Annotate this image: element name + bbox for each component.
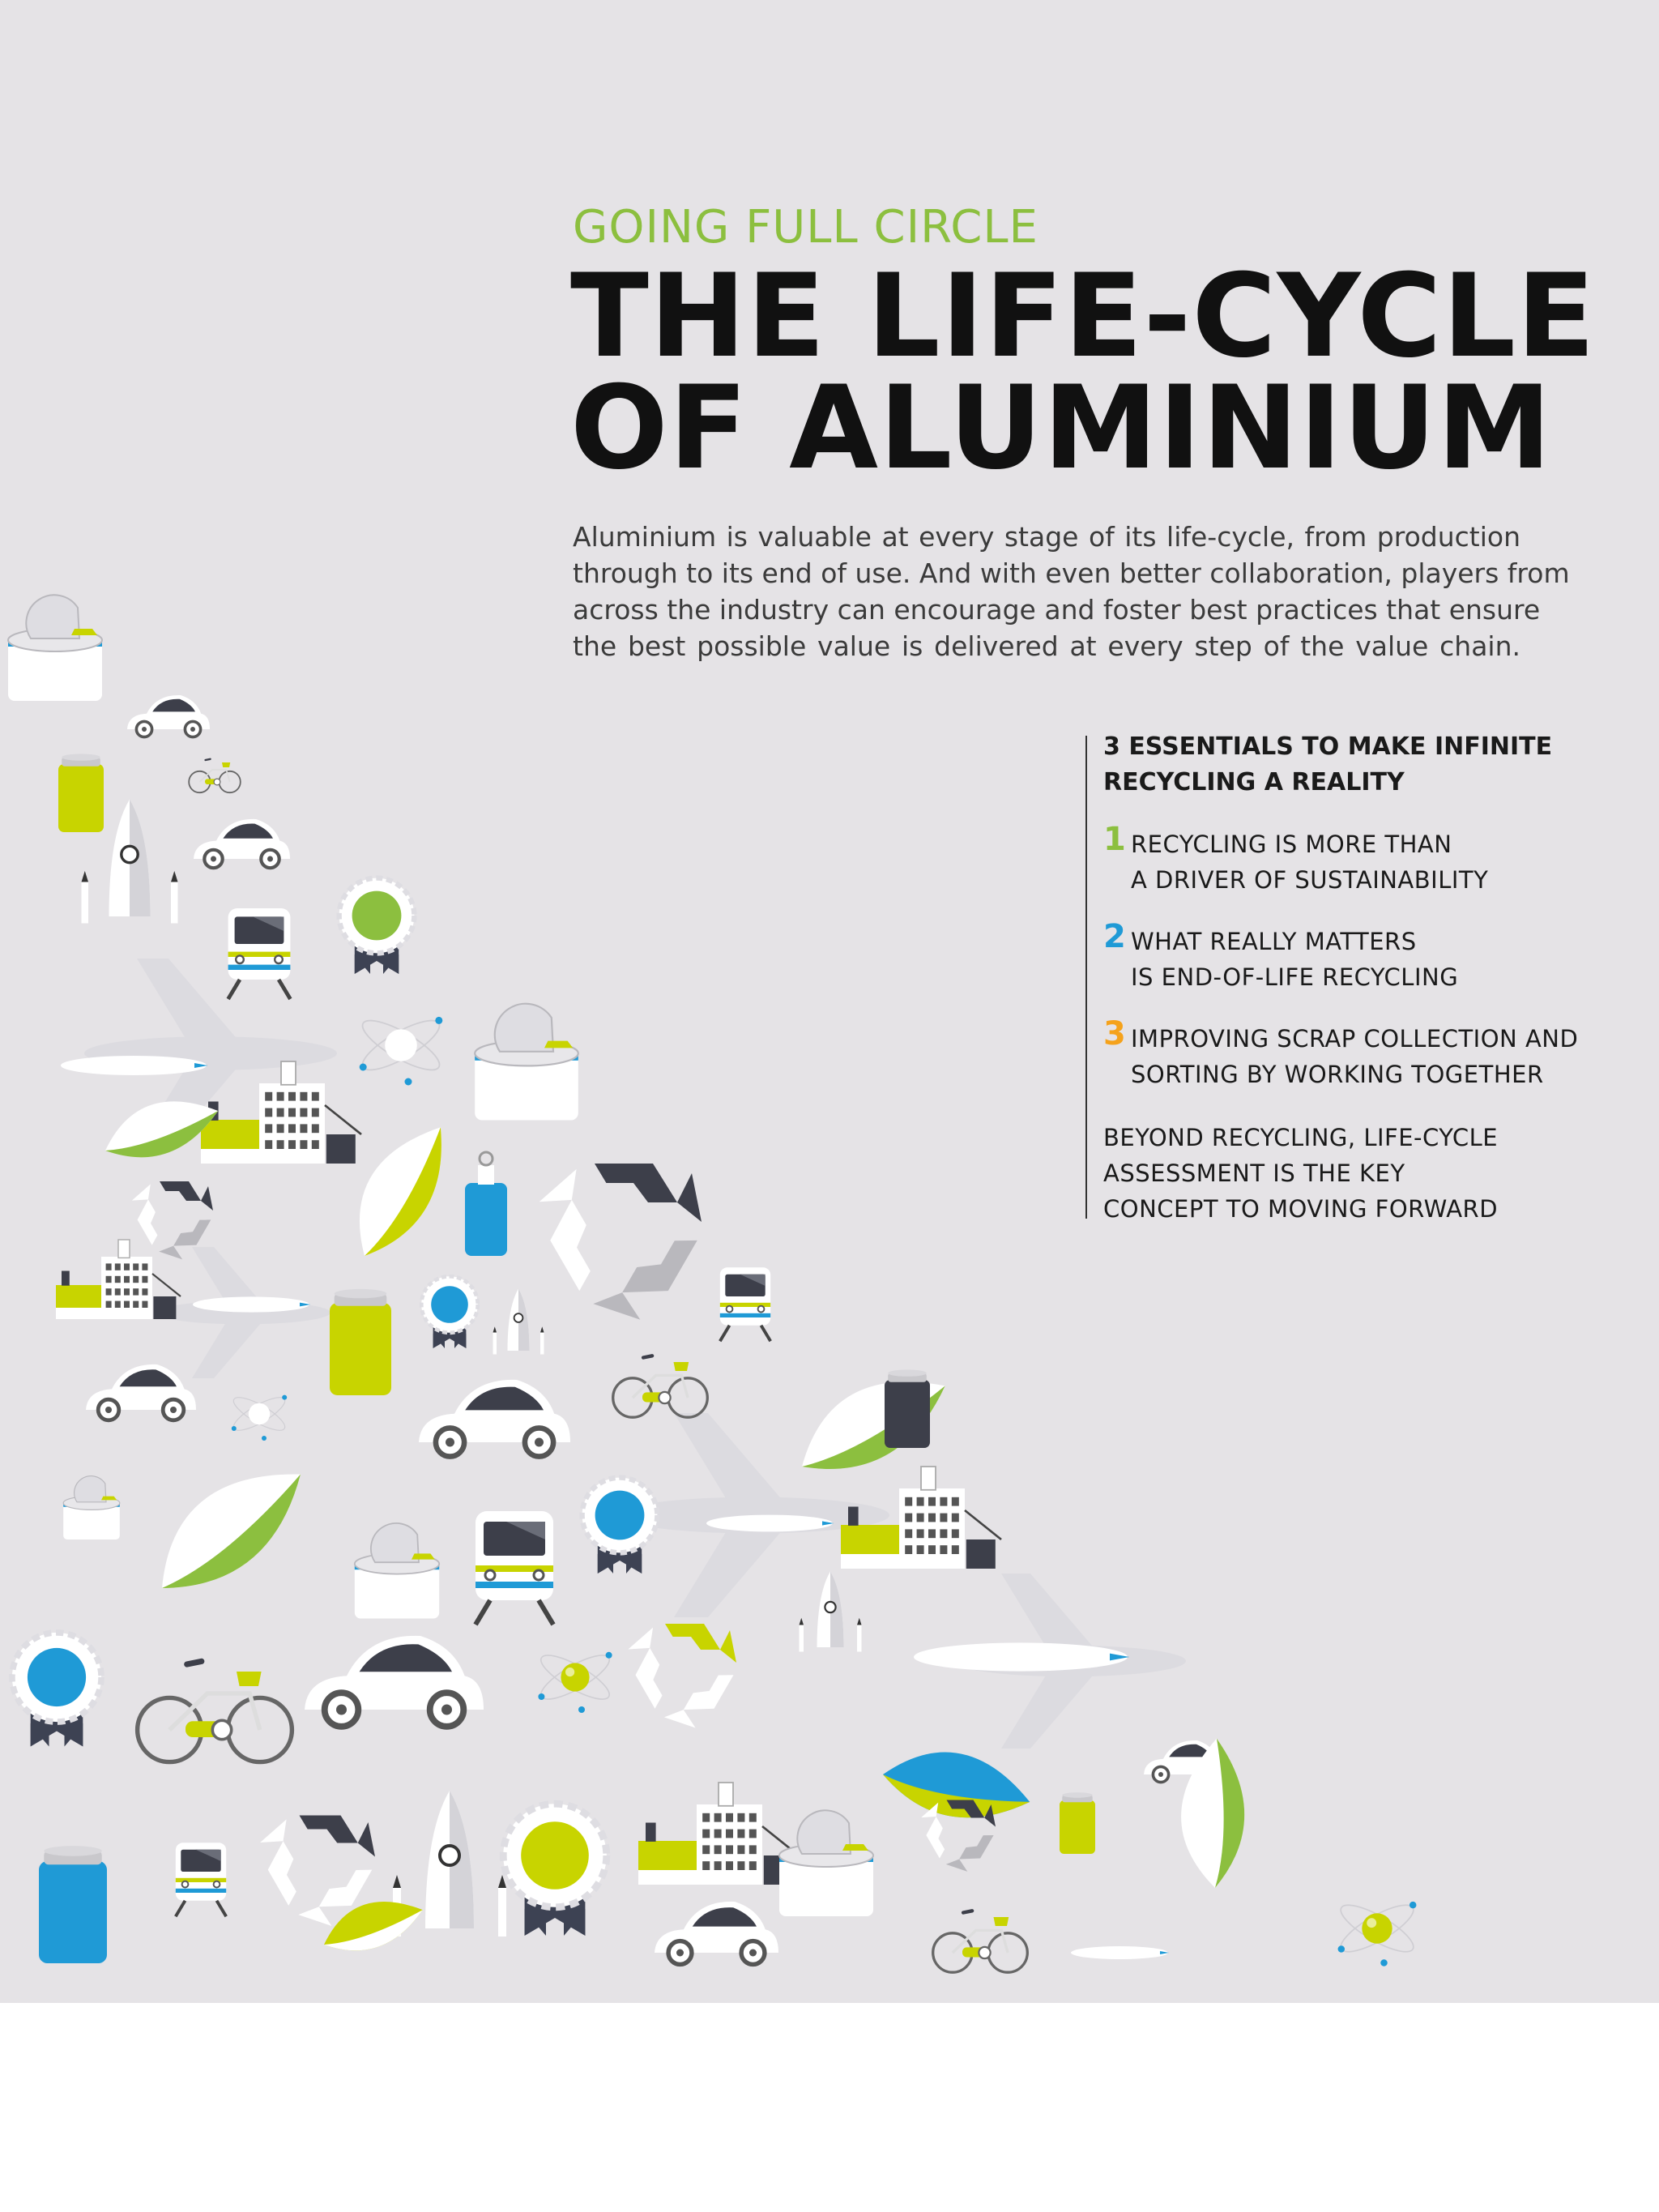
leaf-icon (344, 1127, 460, 1256)
essential-text-line: A DRIVER OF SUSTAINABILITY (1131, 866, 1489, 894)
title-line-2: OF ALUMINIUM (570, 361, 1553, 495)
award-badge-icon (12, 1633, 101, 1747)
leaf-icon (161, 1454, 301, 1608)
closing-line: CONCEPT TO MOVING FORWARD (1103, 1195, 1499, 1223)
tram-icon (720, 1267, 770, 1341)
essential-text-line: SORTING BY WORKING TOGETHER (1131, 1061, 1544, 1088)
bottle-icon (465, 1152, 507, 1256)
essentials-heading-line-2: RECYCLING A REALITY (1103, 768, 1405, 796)
airplane-icon (156, 1247, 331, 1378)
soda-can-icon (330, 1289, 391, 1395)
bicycle-icon (613, 1356, 708, 1417)
car-icon (305, 1636, 484, 1727)
soda-can-icon (1060, 1792, 1095, 1854)
tin-can-icon (355, 1523, 439, 1619)
tin-can-icon (779, 1810, 873, 1916)
closing-line: ASSESSMENT IS THE KEY (1103, 1159, 1405, 1187)
essentials-panel (1103, 729, 1606, 1227)
essential-number: 2 (1103, 918, 1126, 955)
airplane-icon (1071, 1946, 1169, 1959)
essential-text-line: IMPROVING SCRAP COLLECTION AND (1131, 1025, 1579, 1053)
award-badge-icon (503, 1804, 607, 1936)
bicycle-icon (933, 1911, 1028, 1972)
atom-icon (1335, 1897, 1419, 1966)
essentials-divider (1085, 736, 1087, 1219)
atom-icon (229, 1392, 288, 1441)
intro-line: the best possible value is delivered at every step of the value chain. (573, 630, 1520, 662)
intro-line: Aluminium is valuable at every stage of its life-cycle, from production (573, 521, 1520, 553)
essential-item-2 (1103, 918, 1606, 995)
essential-number: 3 (1103, 1015, 1126, 1053)
essentials-heading-line-1: 3 ESSENTIALS TO MAKE INFINITE (1103, 732, 1553, 761)
car-icon (419, 1380, 570, 1457)
recycle-icon (526, 1164, 702, 1333)
intro-paragraph (573, 519, 1570, 664)
essentials-closing (1103, 1120, 1606, 1227)
essential-text-line: IS END-OF-LIFE RECYCLING (1131, 963, 1459, 991)
tram-icon (228, 908, 291, 999)
car-icon (127, 695, 210, 737)
recycle-icon (620, 1624, 736, 1736)
essential-number: 1 (1103, 821, 1126, 858)
intro-line: across the industry can encourage and foster best practices that ensure (573, 594, 1541, 626)
kicker: GOING FULL CIRCLE (573, 201, 1038, 254)
title-line-1: THE LIFE-CYCLE (570, 250, 1597, 383)
soda-can-icon (58, 754, 104, 832)
car-icon (655, 1902, 778, 1964)
footer (0, 2003, 1659, 2212)
essential-item-1 (1103, 821, 1606, 898)
tin-can-icon (8, 595, 102, 701)
tram-icon (176, 1843, 226, 1916)
bicycle-icon (189, 759, 241, 792)
award-badge-icon (421, 1276, 478, 1348)
factory-icon (638, 1783, 799, 1885)
bicycle-icon (138, 1661, 292, 1761)
soda-can-icon (39, 1846, 107, 1963)
rocket-icon (493, 1289, 544, 1355)
tin-can-icon (63, 1476, 120, 1539)
essential-text-line: WHAT REALLY MATTERS (1131, 928, 1417, 955)
soda-can-icon (885, 1369, 930, 1448)
atom-icon (356, 1012, 446, 1086)
tram-icon (476, 1511, 553, 1625)
essential-item-3 (1103, 1015, 1606, 1092)
closing-line: BEYOND RECYCLING, LIFE-CYCLE (1103, 1124, 1499, 1151)
rocket-icon (800, 1572, 862, 1652)
tin-can-icon (475, 1004, 578, 1121)
atom-icon (535, 1648, 615, 1713)
essential-text-line: RECYCLING IS MORE THAN (1131, 831, 1452, 858)
award-badge-icon (582, 1478, 658, 1574)
car-icon (194, 819, 290, 868)
intro-line: through to its end of use. And with even better collaboration, players from (573, 557, 1570, 589)
car-icon (86, 1364, 196, 1420)
award-badge-icon (339, 878, 415, 974)
